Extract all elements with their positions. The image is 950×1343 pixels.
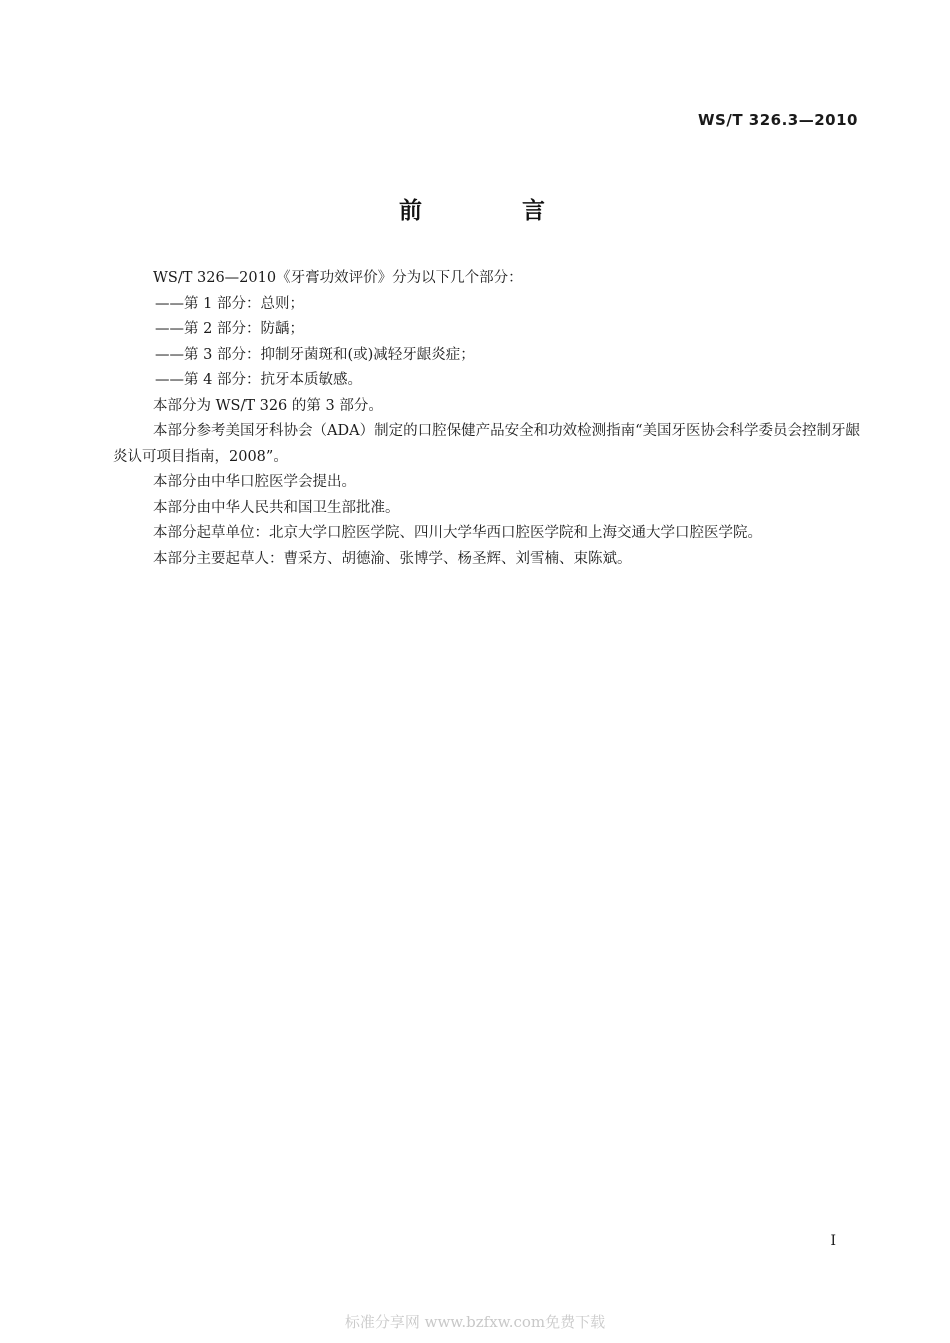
paragraph: 本部分参考美国牙科协会（ADA）制定的口腔保健产品安全和功效检测指南“美国牙医协会科学委员会控制牙龈炎认可项目指南，2008”。 <box>113 423 860 465</box>
paragraph: 本部分由中华人民共和国卫生部批准。 <box>153 499 400 516</box>
standard-code: WS/T 326.3—2010 <box>698 111 858 129</box>
paragraph: 本部分为 WS/T 326 的第 3 部分。 <box>153 397 383 414</box>
paragraph: 本部分起草单位：北京大学口腔医学院、四川大学华西口腔医学院和上海交通大学口腔医学院。 <box>153 525 762 541</box>
part-list-item: ——第 3 部分：抑制牙菌斑和(或)减轻牙龈炎症； <box>155 346 475 363</box>
intro-paragraph: WS/T 326—2010《牙膏功效评价》分为以下几个部分： <box>153 270 523 286</box>
part-list-item: ——第 1 部分：总则； <box>155 295 304 312</box>
paragraph: 本部分由中华口腔医学会提出。 <box>153 474 356 490</box>
part-list-item: ——第 2 部分：防龋； <box>155 321 304 337</box>
page-number: I <box>830 1233 836 1249</box>
document-body <box>113 266 865 572</box>
watermark: 标准分享网 www.bzfxw.com免费下载 <box>344 1313 606 1331</box>
paragraph: 本部分主要起草人：曹采方、胡德渝、张博学、杨圣辉、刘雪楠、束陈斌。 <box>153 550 632 567</box>
page-title: 前 言 <box>398 198 591 224</box>
part-list-item: ——第 4 部分：抗牙本质敏感。 <box>155 372 362 388</box>
